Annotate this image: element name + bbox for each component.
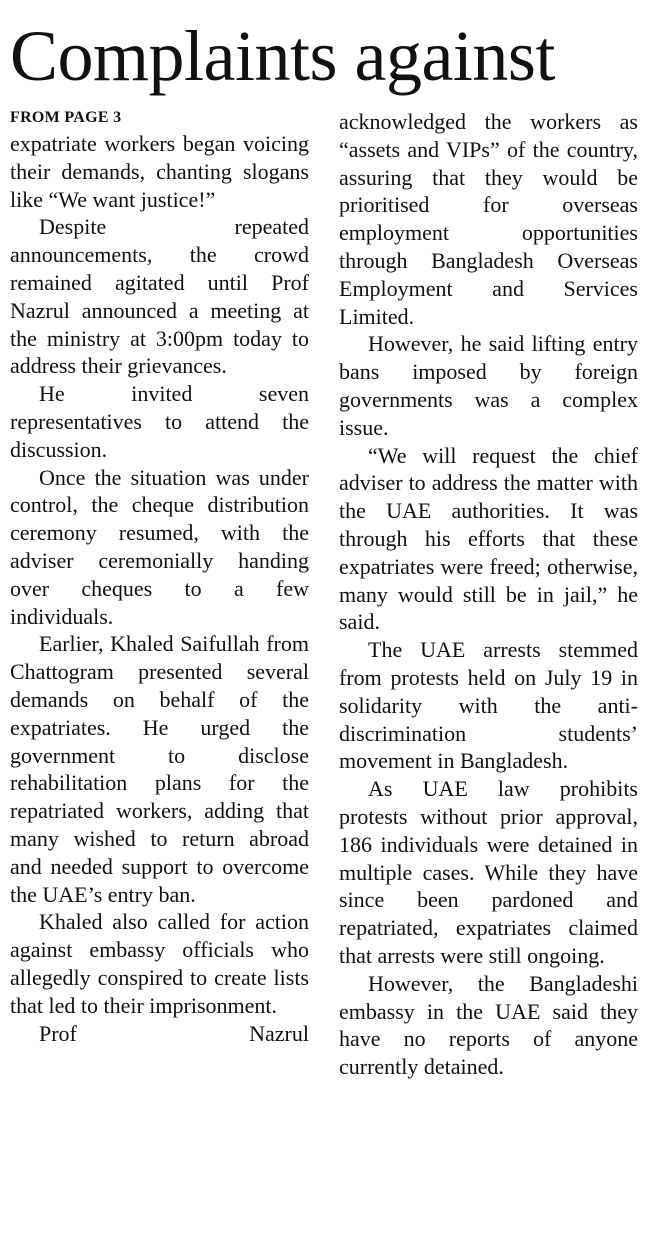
paragraph: Despite repeated announcements, the crowd remained agitated until Prof Nazrul announced a meeting at the ministry at 3:00pm today to address their grievances. bbox=[10, 214, 309, 379]
paragraph: However, he said lifting entry bans imposed by foreign governments was a complex issue. bbox=[339, 331, 638, 440]
left-column bbox=[10, 108, 309, 1047]
paragraph: Once the situation was under control, the cheque distribution ceremony resumed, with the adviser ceremonially handing over cheques to a few individuals. bbox=[10, 464, 309, 629]
paragraph: Earlier, Khaled Saifullah from Chattogram presented several demands on behalf of the expatriates. He urged the government to disclose rehabilitation plans for the repatriated workers, adding that many wished to return abroad and needed support to overcome the UAE’s entry ban. bbox=[10, 631, 309, 907]
paragraph: The UAE arrests stemmed from protests held on July 19 in solidarity with the anti-discrimination students’ movement in Bangladesh. bbox=[339, 637, 638, 774]
paragraph: “We will request the chief adviser to address the matter with the UAE authorities. It was through his efforts that these expatriates were freed; otherwise, many would still be in jail,” he said. bbox=[339, 442, 638, 635]
paragraph-continuation: acknowledged the workers as “assets and VIPs” of the country, assuring that they would be prioritised for overseas employment opportunities through Bangladesh Overseas Employment and Services Limited. bbox=[339, 109, 638, 329]
paragraph: However, the Bangladeshi embassy in the UAE said they have no reports of anyone currently detained. bbox=[339, 970, 638, 1080]
paragraph: Khaled also called for action against embassy officials who allegedly conspired to create lists that led to their imprisonment. bbox=[10, 909, 309, 1018]
paragraph: As UAE law prohibits protests without prior approval, 186 individuals were detained in multiple cases. While they have since been pardoned and repatriated, expatriates claimed that arrests were still ongoing. bbox=[339, 776, 638, 968]
paragraph-break-start: Prof Nazrul bbox=[39, 1020, 309, 1046]
paragraph: He invited seven representatives to attend the discussion. bbox=[10, 381, 309, 462]
headline: Complaints against bbox=[10, 16, 555, 96]
right-column bbox=[339, 108, 638, 1081]
paragraph-continuation: expatriate workers began voicing their demands, chanting slogans like “We want justice!” bbox=[10, 131, 309, 212]
continued-from-label: FROM PAGE 3 bbox=[10, 109, 122, 126]
